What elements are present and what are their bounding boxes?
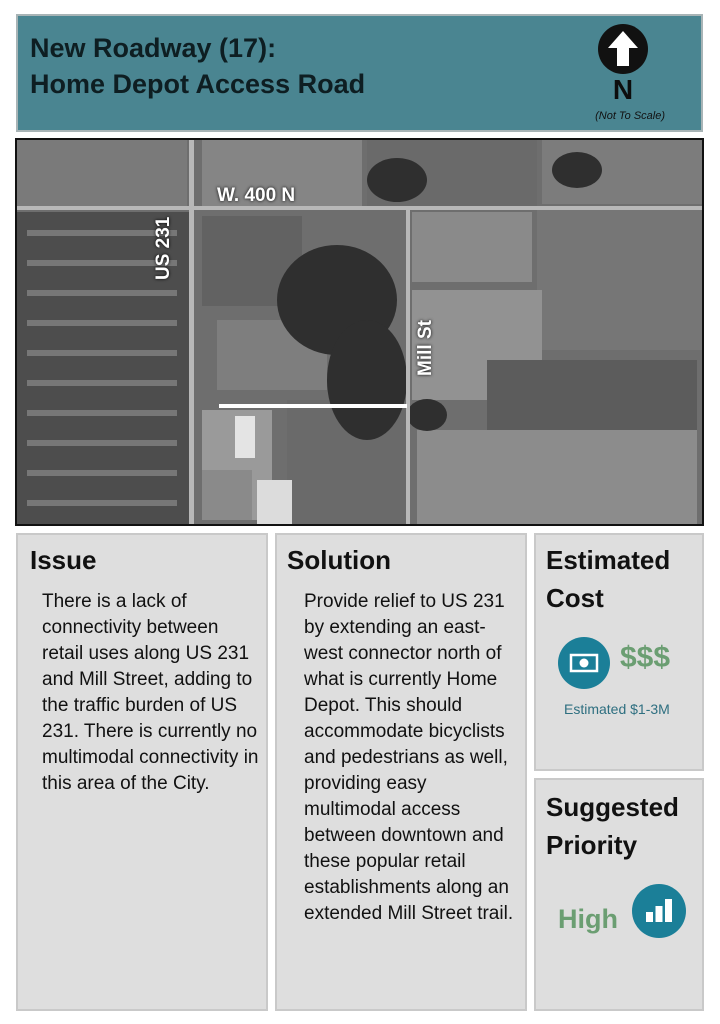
issue-heading: Issue: [30, 545, 97, 575]
north-letter: N: [612, 74, 634, 105]
page-title: [30, 30, 365, 102]
solution-body: Provide relief to US 231 by extending an east-west connector north of what is currently Home Depot. This should accommodate bicyclists and pedestrians as well, providing easy multimodal access between downtown and these popular retail establishments along an extended Mill Street trail.: [304, 591, 514, 924]
aerial-map: [15, 138, 704, 526]
cost-panel: [534, 533, 704, 771]
map-label-millst: Mill St: [415, 320, 436, 376]
solution-panel: [275, 533, 527, 1011]
title-banner: [16, 14, 703, 132]
north-arrow: [593, 24, 653, 104]
priority-level: High: [558, 904, 618, 934]
cost-heading-line2: Cost: [546, 583, 604, 613]
map-label-us231: US 231: [153, 216, 174, 280]
aerial-map-image: [17, 140, 702, 524]
money-icon: [558, 637, 610, 689]
signal-bars-icon: [632, 884, 686, 938]
page-title-line2: Home Depot Access Road: [30, 69, 366, 99]
solution-heading: Solution: [287, 545, 391, 575]
cost-heading: [546, 541, 670, 617]
priority-panel: [534, 778, 704, 1011]
priority-heading: [546, 788, 679, 864]
issue-body: There is a lack of connectivity between retail uses along US 231 and Mill Street, adding to the traffic burden of US 231. There is currently no multimodal connectivity in this area of the City.: [42, 591, 259, 794]
priority-heading-line1: Suggested: [546, 792, 679, 822]
scale-note: (Not To Scale): [595, 110, 665, 122]
cost-estimate: Estimated $1-3M: [564, 701, 670, 717]
cost-heading-line1: Estimated: [546, 545, 671, 575]
issue-panel: [16, 533, 268, 1011]
map-label-w400n: W. 400 N: [217, 185, 296, 206]
page-title-line1: New Roadway (17):: [30, 33, 277, 63]
priority-heading-line2: Priority: [546, 830, 638, 860]
cost-symbol: $$$: [620, 641, 671, 674]
north-arrow-icon: [598, 24, 648, 74]
